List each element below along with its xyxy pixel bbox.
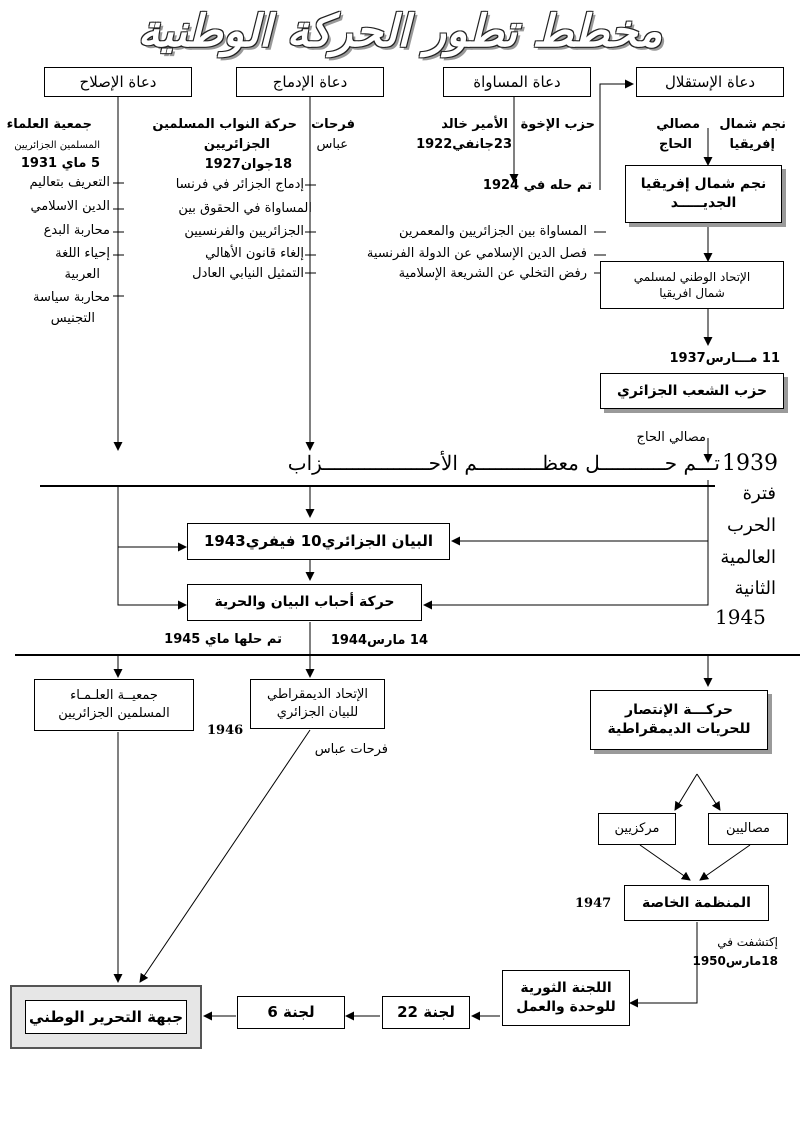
independence-org-2: إفريقيا bbox=[729, 137, 775, 152]
header-equality: دعاة المساواة bbox=[443, 67, 591, 97]
crua-line: اللجنة الثورية bbox=[520, 980, 612, 997]
integration-goal: الجزائريين والفرنسيين bbox=[184, 224, 304, 239]
mtld-line: حركـــة الإنتصار bbox=[625, 702, 733, 719]
integration-goal: التمثيل النيابي العادل bbox=[192, 266, 304, 281]
parties-dissolved-text: تـــم حـــــــــــل معظـــــــــــم الأحــــــــــــــــــزاب bbox=[287, 451, 720, 475]
reform-goal: إحياء اللغة bbox=[55, 246, 110, 261]
crua-line: للوحدة والعمل bbox=[516, 999, 616, 1015]
equality-goal: فصل الدين الإسلامي عن الدولة الفرنسية bbox=[366, 246, 587, 261]
committee-6-box: لجنة 6 bbox=[237, 996, 345, 1029]
ppa-leader: مصالي الحاج bbox=[636, 430, 706, 445]
ulama-association-box bbox=[34, 679, 194, 731]
udma-line: الإتحاد الديمقراطي bbox=[267, 687, 368, 703]
os-year: 1947 bbox=[575, 896, 612, 911]
reform-goal: محاربة سياسة bbox=[33, 290, 110, 305]
friends-date: 14 مارس1944 bbox=[330, 633, 428, 648]
committee-22-box: لجنة 22 bbox=[382, 996, 470, 1029]
udma-line: للبيان الجزائري bbox=[276, 705, 359, 720]
integration-org-2: الجزائريين bbox=[203, 137, 270, 152]
reform-goal: الدين الاسلامي bbox=[30, 199, 110, 214]
friends-of-manifesto-box: حركة أحباب البيان والحرية bbox=[187, 584, 422, 621]
integration-goal: المساواة في الحقوق بين bbox=[178, 201, 312, 216]
reform-goal: التعريف بتعاليم bbox=[29, 175, 110, 190]
udma-box bbox=[250, 679, 385, 729]
union-line: شمال افريقيا bbox=[659, 286, 725, 300]
new-north-african-star-box bbox=[625, 165, 782, 223]
equality-date: 23جانفي1922 bbox=[416, 137, 512, 152]
os-discovered-label: إكتشفت في bbox=[717, 935, 778, 949]
friends-dissolved-text: تم حلها ماي 1945 bbox=[164, 632, 282, 647]
udma-year: 1946 bbox=[207, 723, 244, 738]
header-reform: دعاة الإصلاح bbox=[44, 67, 192, 97]
integration-date: 18جوان1927 bbox=[204, 157, 292, 172]
integration-goal: إلغاء قانون الأهالي bbox=[205, 246, 304, 261]
ppa-date: 11 مـــارس1937 bbox=[669, 351, 780, 366]
header-integration: دعاة الإدماج bbox=[236, 67, 384, 97]
new-star-line: الجديـــــد bbox=[670, 195, 737, 211]
ppa-box: حزب الشعب الجزائري bbox=[600, 373, 784, 409]
independence-leader-2: الحاج bbox=[659, 137, 692, 152]
header-independence: دعاة الإستقلال bbox=[636, 67, 784, 97]
integration-leader: فرحات bbox=[311, 117, 355, 132]
independence-leader: مصالي bbox=[656, 117, 700, 132]
mtld-line: للحريات الديمقراطية bbox=[607, 721, 751, 737]
equality-leader: الأمير خالد bbox=[441, 117, 508, 132]
ww2-label: الثانية bbox=[734, 578, 776, 599]
fln-box: جبهة التحرير الوطني bbox=[25, 1000, 187, 1034]
algerian-manifesto-box: البيان الجزائري10 فيفري1943 bbox=[187, 523, 450, 560]
special-organization-box: المنظمة الخاصة bbox=[624, 885, 769, 921]
integration-org: حركة النواب المسلمين bbox=[152, 117, 297, 132]
crua-box bbox=[502, 970, 630, 1026]
reform-goal: التجنيس bbox=[50, 311, 95, 326]
reform-date: 5 ماي 1931 bbox=[20, 156, 100, 171]
ww2-label: فترة bbox=[742, 483, 776, 504]
independence-org: نجم شمال bbox=[719, 117, 786, 132]
diagram-title: مخطط تطور الحركة الوطنية bbox=[137, 6, 663, 57]
ulama-line: جمعيــة العلـمـاء bbox=[70, 688, 158, 704]
integration-leader-2: عباس bbox=[316, 137, 348, 152]
ww2-label: الحرب bbox=[727, 515, 776, 536]
equality-goal: رفض التخلي عن الشريعة الإسلامية bbox=[398, 266, 587, 281]
mtld-box bbox=[590, 690, 768, 750]
centralists-box: مركزيين bbox=[598, 813, 676, 845]
union-line: الإتحاد الوطني لمسلمي bbox=[633, 269, 751, 284]
equality-dissolved: تم حله في 1924 bbox=[482, 178, 592, 193]
fln-frame bbox=[10, 985, 202, 1049]
reform-goal: محاربة البدع bbox=[43, 223, 110, 238]
messalists-box: مصاليين bbox=[708, 813, 788, 845]
year-1945: 1945 bbox=[715, 605, 766, 629]
os-discovered-date: 18مارس1950 bbox=[692, 954, 778, 968]
reform-org: جمعية العلماء bbox=[6, 117, 92, 132]
year-1939: 1939 bbox=[722, 451, 778, 476]
ulama-line: المسلمين الجزائريين bbox=[58, 706, 170, 721]
equality-party: حزب الإخوة bbox=[520, 117, 595, 132]
new-star-line: نجم شمال إفريقيا bbox=[640, 176, 767, 193]
reform-org-sub: المسلمين الجزائريين bbox=[14, 140, 100, 151]
equality-goal: المساواة بين الجزائريين والمعمرين bbox=[399, 224, 587, 239]
udma-leader: فرحات عباس bbox=[314, 742, 388, 757]
reform-goal: العربية bbox=[64, 267, 100, 282]
union-box bbox=[600, 261, 784, 309]
ww2-label: العالمية bbox=[720, 547, 776, 568]
integration-goal: إدماج الجزائر في فرنسا bbox=[175, 177, 304, 192]
